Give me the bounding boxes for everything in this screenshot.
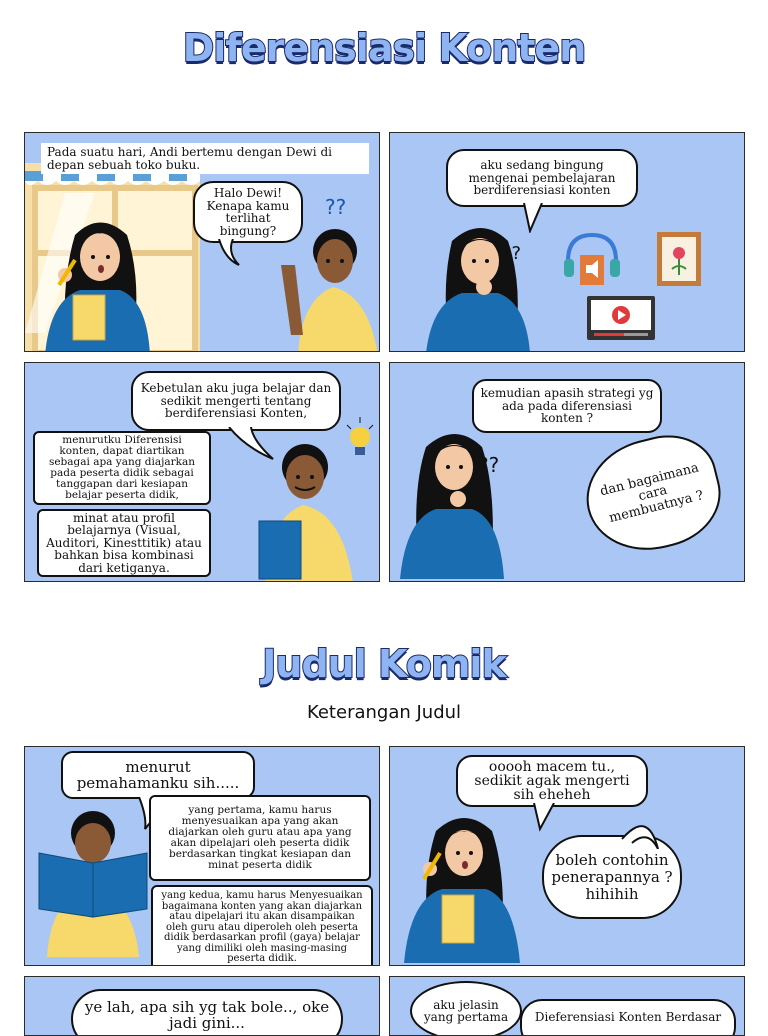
flower-painting-icon (656, 231, 702, 287)
video-player-icon (586, 295, 656, 341)
comic-panel-1 (24, 132, 380, 352)
speech-box: menurutku Diferensisi konten, dapat diartikan sebagai apa yang diajarkan pada peserta didik sebagai tanggapan dari kesiapan belajar peserta didik, (33, 431, 211, 505)
audio-book-icon (562, 231, 622, 287)
girl-character (402, 813, 522, 963)
narration-box: Pada suatu hari, Andi bertemu dengan Dewi di depan sebuah toko buku. (41, 143, 369, 174)
comic-panel-3 (24, 362, 380, 582)
speech-bubble: Halo Dewi! Kenapa kamu terlihat bingung? (193, 181, 303, 243)
speech-box: minat atau profil belajarnya (Visual, Auditori, Kinesttitik) atau bahkan bisa kombinasi dari ketiganya. (37, 509, 211, 577)
speech-bubble: boleh contohin penerapannya ? hihihih (542, 835, 682, 919)
bubble-tail (215, 239, 255, 269)
speech-bubble: ye lah, apa sih yg tak bole.., oke jadi gini... (71, 989, 343, 1036)
comic-panel-6 (389, 746, 745, 966)
comic-panel-2 (389, 132, 745, 352)
girl-character (35, 215, 165, 352)
boy-character (253, 443, 363, 582)
speech-bubble: Kebetulan aku juga belajar dan sedikit mengerti tentang berdiferensiasi Konten, (131, 371, 341, 431)
speech-bubble: dan bagaimana cara membuatnya ? (575, 424, 732, 563)
speech-bubble: aku sedang bingung mengenai pembelajaran berdiferensiasi konten (446, 149, 638, 207)
girl-thinking-character (398, 429, 508, 579)
question-marks: ?? (325, 195, 347, 219)
speech-box: yang pertama, kamu harus menyesuaikan apa yang akan diajarkan oleh guru atau apa yang akan dipelajari oleh peserta didik berdasarkan tingkat kesiapan dan minat peserta didik (149, 795, 371, 881)
comic-subtitle: Keterangan Judul (306, 702, 462, 723)
speech-bubble: menurut pemahamanku sih..... (61, 751, 255, 799)
boy-reading-character (35, 807, 155, 957)
speech-bubble: aku jelasin yang pertama (410, 981, 522, 1036)
speech-bubble: kemudian apasih strategi yg ada pada diferensiasi konten ? (472, 379, 662, 433)
comic-panel-8 (389, 976, 745, 1036)
speech-box: yang kedua, kamu harus Menyesuaikan bagaimana konten yang akan diajarkan atau dipelajari itu akan disampaikan oleh guru atau diperoleh oleh peserta didik berdasarkan profil (gaya) belajar yang dimiliki oleh masing-masing peserta didik. (151, 885, 373, 966)
boy-character (273, 225, 380, 352)
speech-bubble: ooooh macem tu., sedikit agak mengerti sih eheheh (456, 755, 648, 807)
comic-title: Judul Komik (262, 642, 506, 686)
comic-panel-5 (24, 746, 380, 966)
page-title: Diferensiasi Konten (182, 26, 586, 70)
comic-panel-4 (389, 362, 745, 582)
comic-panel-7 (24, 976, 380, 1036)
question-marks: ?? (502, 243, 522, 264)
bubble-tail (530, 803, 570, 833)
bubble-tail (618, 809, 668, 849)
question-marks: ?? (478, 453, 500, 477)
speech-bubble: Dieferensiasi Konten Berdasar (520, 999, 736, 1036)
